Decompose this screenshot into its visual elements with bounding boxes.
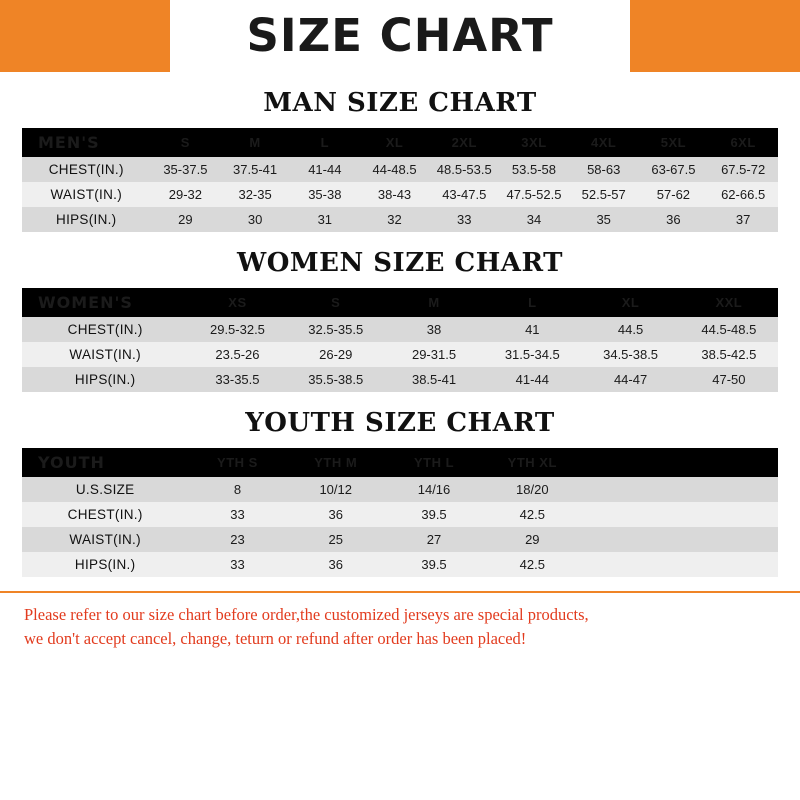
youth-cell-3-2: 39.5: [421, 557, 447, 572]
men-cell-0-0: 35-37.5: [163, 162, 208, 177]
women-cell-2-2: 38.5-41: [411, 372, 457, 387]
men-cell-2-3: 32: [387, 212, 402, 227]
men-col-5: 3XL: [499, 128, 569, 157]
table-row: [22, 157, 778, 182]
youth-cell-3-4: [581, 552, 679, 577]
youth-table-head: [22, 448, 778, 477]
men-cell-2-0: 29: [178, 212, 193, 227]
women-col-3: L: [483, 288, 581, 317]
women-col-0: XS: [188, 288, 286, 317]
table-row: [22, 527, 778, 552]
table-row: [22, 477, 778, 502]
men-table-body: [22, 157, 778, 232]
header-banner: [0, 0, 800, 72]
men-col-8: 6XL: [708, 128, 778, 157]
men-cell-0-7: 63-67.5: [651, 162, 696, 177]
table-row: [22, 207, 778, 232]
men-cell-1-8: 62-66.5: [721, 187, 766, 202]
section-title-men: MAN SIZE CHART: [263, 88, 537, 118]
section-title-women: WOMEN SIZE CHART: [237, 248, 563, 278]
women-cell-2-4: 44-47: [613, 372, 648, 387]
women-cell-2-3: 41-44: [515, 372, 549, 387]
youth-col-5: [680, 448, 778, 477]
women-row-label-0: CHEST(IN.): [67, 322, 143, 337]
women-cell-0-2: 38: [426, 322, 442, 337]
women-cell-1-0: 23.5-26: [215, 347, 260, 362]
youth-cell-1-5: [680, 502, 778, 527]
youth-col-4: [581, 448, 679, 477]
youth-table-body: [22, 477, 778, 577]
youth-col-1: YTH M: [287, 448, 385, 477]
youth-cell-2-1: 25: [328, 532, 343, 547]
youth-size-table: [22, 448, 778, 577]
youth-cell-3-3: 42.5: [519, 557, 545, 572]
men-row-label-2: HIPS(IN.): [56, 212, 117, 227]
men-cell-1-6: 52.5-57: [581, 187, 626, 202]
men-cell-0-1: 37.5-41: [233, 162, 278, 177]
women-cell-1-3: 31.5-34.5: [504, 347, 560, 362]
youth-col-2: YTH L: [385, 448, 483, 477]
women-col-4: XL: [581, 288, 679, 317]
youth-row-label-0: U.S.SIZE: [75, 482, 135, 497]
youth-cell-1-3: 42.5: [519, 507, 545, 522]
table-row: [22, 552, 778, 577]
youth-cell-0-4: [581, 477, 679, 502]
men-row-label-1: WAIST(IN.): [50, 187, 122, 202]
youth-row-label-1: CHEST(IN.): [67, 507, 143, 522]
youth-cell-1-4: [581, 502, 679, 527]
men-cell-2-6: 35: [596, 212, 611, 227]
youth-col-0: YTH S: [188, 448, 286, 477]
youth-row-label-3: HIPS(IN.): [74, 557, 136, 572]
youth-cell-0-1: 10/12: [319, 482, 352, 497]
youth-cell-2-0: 23: [230, 532, 245, 547]
women-row-label-1: WAIST(IN.): [69, 347, 141, 362]
men-corner-label: MEN'S: [22, 128, 151, 157]
men-col-0: S: [151, 128, 221, 157]
youth-cell-1-0: 33: [230, 507, 245, 522]
men-cell-1-5: 47.5-52.5: [506, 187, 562, 202]
men-cell-0-3: 44-48.5: [372, 162, 417, 177]
section-men: [0, 88, 800, 232]
men-cell-0-8: 67.5-72: [721, 162, 766, 177]
table-header-row: [22, 288, 778, 317]
youth-col-3: YTH XL: [483, 448, 581, 477]
table-row: [22, 367, 778, 392]
men-cell-1-3: 38-43: [377, 187, 412, 202]
youth-corner-label: YOUTH: [22, 448, 188, 477]
youth-cell-3-0: 33: [230, 557, 245, 572]
women-cell-0-1: 32.5-35.5: [308, 322, 364, 337]
men-cell-1-2: 35-38: [308, 187, 342, 202]
women-corner-label: WOMEN'S: [22, 288, 188, 317]
women-row-label-2: HIPS(IN.): [74, 372, 136, 387]
men-table-head: [22, 128, 778, 157]
youth-cell-0-3: 18/20: [516, 482, 549, 497]
table-row: [22, 317, 778, 342]
women-col-1: S: [287, 288, 385, 317]
youth-cell-1-1: 36: [328, 507, 343, 522]
section-women: [0, 248, 800, 392]
men-cell-1-1: 32-35: [238, 187, 272, 202]
men-cell-0-2: 41-44: [308, 162, 342, 177]
women-cell-1-4: 34.5-38.5: [603, 347, 659, 362]
women-cell-0-4: 44.5: [617, 322, 644, 337]
table-header-row: [22, 128, 778, 157]
men-cell-2-1: 30: [247, 212, 263, 227]
men-cell-1-4: 43-47.5: [442, 187, 487, 202]
youth-cell-0-5: [680, 477, 778, 502]
men-col-2: L: [290, 128, 360, 157]
men-col-3: XL: [360, 128, 430, 157]
women-cell-0-5: 44.5-48.5: [701, 322, 757, 337]
men-size-table: [22, 128, 778, 232]
men-cell-2-5: 34: [526, 212, 542, 227]
women-cell-0-3: 41: [525, 322, 540, 337]
note-line-1: Please refer to our size chart before order,the customized jerseys are special products,: [24, 605, 589, 624]
men-cell-0-4: 48.5-53.5: [436, 162, 492, 177]
men-col-6: 4XL: [569, 128, 639, 157]
women-cell-2-0: 33-35.5: [215, 372, 260, 387]
women-cell-1-5: 38.5-42.5: [701, 347, 757, 362]
table-header-row: [22, 448, 778, 477]
youth-cell-2-2: 27: [426, 532, 442, 547]
table-row: [22, 342, 778, 367]
youth-cell-0-0: 8: [233, 482, 242, 497]
women-col-5: XXL: [680, 288, 778, 317]
women-cell-2-5: 47-50: [712, 372, 746, 387]
men-cell-2-8: 37: [735, 212, 751, 227]
section-title-youth: YOUTH SIZE CHART: [245, 408, 555, 438]
women-cell-0-0: 29.5-32.5: [209, 322, 265, 337]
women-col-2: M: [385, 288, 483, 317]
page-title: SIZE CHART: [246, 9, 554, 62]
order-policy-note: [0, 591, 800, 651]
women-cell-2-1: 35.5-38.5: [308, 372, 364, 387]
men-col-1: M: [220, 128, 290, 157]
youth-cell-2-5: [680, 527, 778, 552]
youth-cell-3-5: [680, 552, 778, 577]
men-cell-0-6: 58-63: [587, 162, 621, 177]
men-cell-1-0: 29-32: [168, 187, 202, 202]
men-cell-2-7: 36: [666, 212, 681, 227]
youth-cell-1-2: 39.5: [421, 507, 447, 522]
men-cell-2-4: 33: [457, 212, 472, 227]
table-row: [22, 502, 778, 527]
women-cell-1-1: 26-29: [319, 347, 353, 362]
women-table-head: [22, 288, 778, 317]
women-cell-1-2: 29-31.5: [411, 347, 457, 362]
note-line-2: we don't accept cancel, change, teturn or refund after order has been placed!: [24, 628, 527, 648]
men-row-label-0: CHEST(IN.): [48, 162, 124, 177]
men-cell-1-7: 57-62: [656, 187, 691, 202]
youth-cell-3-1: 36: [328, 557, 343, 572]
youth-cell-2-3: 29: [525, 532, 540, 547]
table-row: [22, 182, 778, 207]
women-table-body: [22, 317, 778, 392]
section-youth: [0, 408, 800, 577]
youth-row-label-2: WAIST(IN.): [69, 532, 141, 547]
youth-cell-0-2: 14/16: [417, 482, 451, 497]
men-col-4: 2XL: [429, 128, 499, 157]
men-col-7: 5XL: [639, 128, 709, 157]
men-cell-0-5: 53.5-58: [511, 162, 557, 177]
men-cell-2-2: 31: [317, 212, 333, 227]
women-size-table: [22, 288, 778, 392]
youth-cell-2-4: [581, 527, 679, 552]
